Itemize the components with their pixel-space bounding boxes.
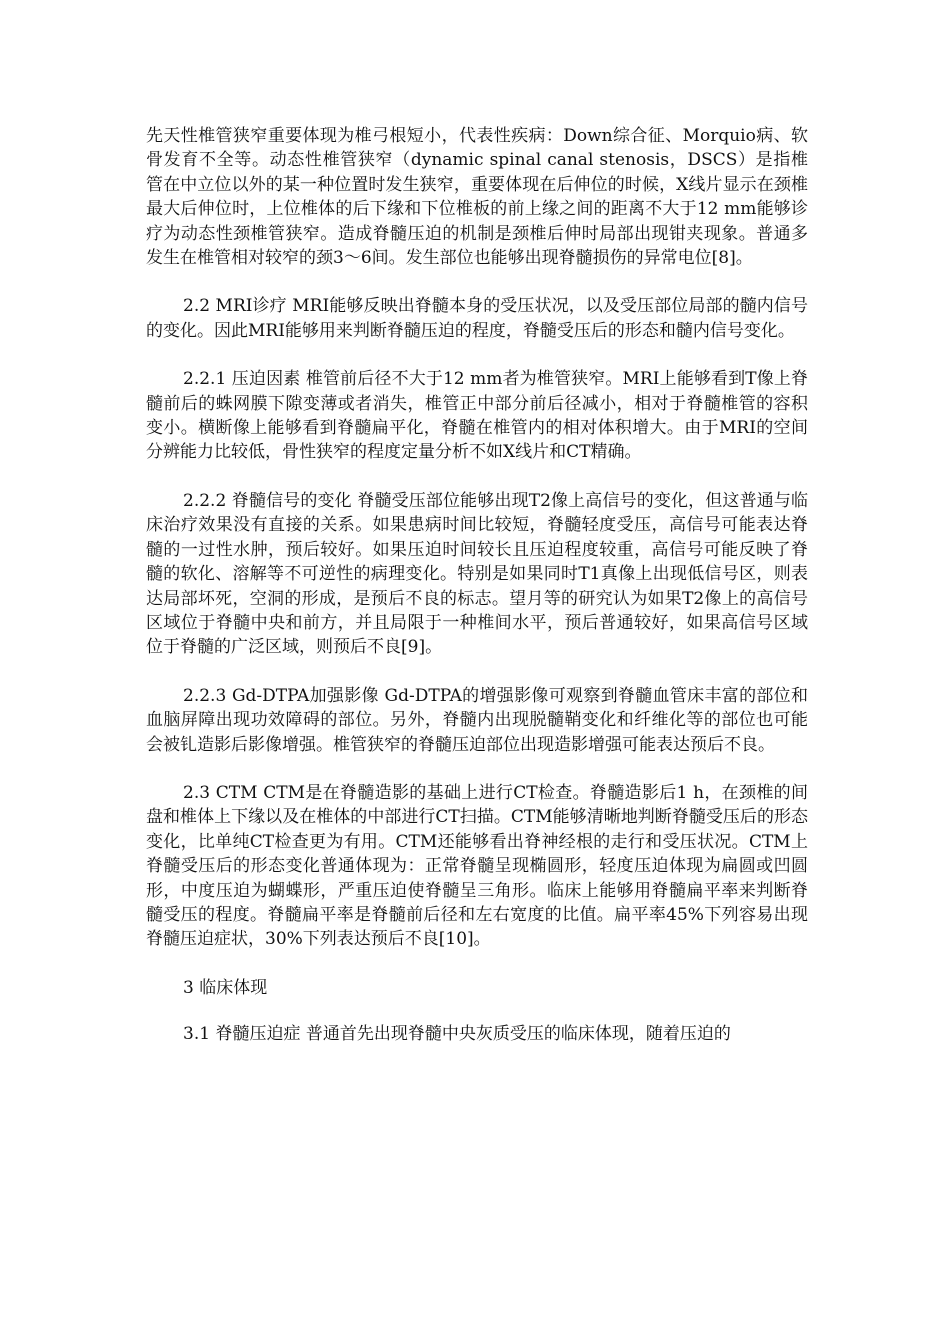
section-heading-clinical: 3 临床体现 — [183, 977, 268, 998]
paragraph-compression-factors: 2.2.1 压迫因素 椎管前后径不大于12 mm者为椎管狭窄。MRI上能够看到T像上脊髓前后的蛛网膜下隙变薄或者消失，椎管正中部分前后径减小，相对于脊髓椎管的容积变小。横断像上能够看到脊髓扁平化，脊髓在椎管内的相对体积增大。由于MRI的空间分辨能力比较低，骨性狭窄的程度定量分析不如X线片和CT精确。 — [146, 369, 808, 463]
paragraph-spinal-compression: 3.1 脊髓压迫症 普通首先出现脊髓中央灰质受压的临床体现，随着压迫的 — [183, 1024, 731, 1045]
document-page — [146, 124, 808, 1071]
paragraph-spinal-signal-change: 2.2.2 脊髓信号的变化 脊髓受压部位能够出现T2像上高信号的变化，但这普通与临床治疗效果没有直接的关系。如果患病时间比较短，脊髓轻度受压，高信号可能表达脊髓的一过性水肿，预后较好。如果压迫时间较长且压迫程度较重，高信号可能反映了脊髓的软化、溶解等不可逆性的病理变化。特别是如果同时T1真像上出现低信号区，则表达局部坏死，空洞的形成，是预后不良的标志。望月等的研究认为如果T2像上的高信号区域位于脊髓中央和前方，并且局限于一种椎间水平，预后普通较好，如果高信号区域位于脊髓的广泛区域，则预后不良[9]。 — [146, 490, 808, 658]
paragraph-ctm: 2.3 CTM CTM是在脊髓造影的基础上进行CT检查。脊髓造影后1 h，在颈椎的间盘和椎体上下缘以及在椎体的中部进行CT扫描。CTM能够清晰地判断脊髓受压后的形态变化，比单纯CT检查更为有用。CTM还能够看出脊神经根的走行和受压状况。CTM上脊髓受压后的形态变化普通体现为：正常脊髓呈现椭圆形，轻度压迫体现为扁圆或凹圆形，中度压迫为蝴蝶形，严重压迫使脊髓呈三角形。临床上能够用脊髓扁平率来判断脊髓受压的程度。脊髓扁平率是脊髓前后径和左右宽度的比值。扁平率45%下列容易出现脊髓压迫症状，30%下列表达预后不良[10]。 — [146, 782, 808, 950]
paragraph-congenital-stenosis: 先天性椎管狭窄重要体现为椎弓根短小，代表性疾病：Down综合征、Morquio病、软骨发育不全等。动态性椎管狭窄（dynamic spinal canal stenosis，DSCS）是指椎管在中立位以外的某一种位置时发生狭窄，重要体现在后伸位的时候，X线片显示在颈椎最大后伸位时，上位椎体的后下缘和下位椎板的前上缘之间的距离不大于12 mm能够诊疗为动态性颈椎管狭窄。造成脊髓压迫的机制是颈椎后伸时局部出现钳夹现象。普通多发生在椎管相对较窄的颈3～6间。发生部位也能够出现脊髓损伤的异常电位[8]。 — [146, 126, 808, 269]
paragraph-gd-dtpa-enhancement: 2.2.3 Gd-DTPA加强影像 Gd-DTPA的增强影像可观察到脊髓血管床丰富的部位和血脑屏障出现功效障碍的部位。另外，脊髓内出现脱髓鞘变化和纤维化等的部位也可能会被钆造影后影像增强。椎管狭窄的脊髓压迫部位出现造影增强可能表达预后不良。 — [146, 685, 808, 755]
paragraph-mri-diagnosis: 2.2 MRI诊疗 MRI能够反映出脊髓本身的受压状况，以及受压部位局部的髓内信号的变化。因此MRI能够用来判断脊髓压迫的程度，脊髓受压后的形态和髓内信号变化。 — [146, 296, 808, 341]
